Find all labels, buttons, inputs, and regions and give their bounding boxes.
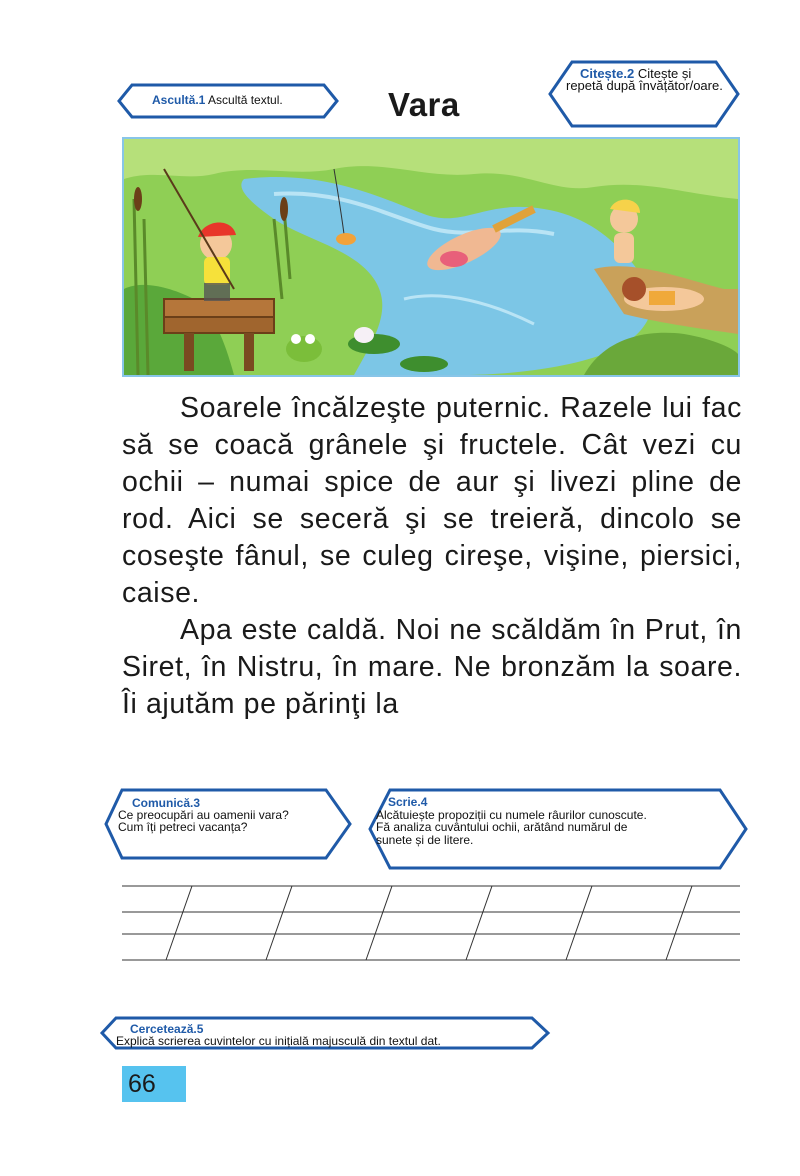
write-badge-heading: Scrie.4 <box>388 795 428 809</box>
listen-badge-text: Ascultă textul. <box>208 93 283 107</box>
communicate-badge <box>104 788 352 860</box>
communicate-badge-heading: Comunică.3 <box>132 796 201 810</box>
story-text <box>122 390 742 723</box>
read-badge-heading: Citește.2 <box>580 66 635 81</box>
listen-badge-heading: Ascultă.1 <box>152 93 206 107</box>
communicate-badge-line-1: Ce preocupări au oamenii vara? <box>118 808 289 822</box>
write-badge <box>368 788 748 870</box>
write-badge-line-3: sunete și de litere. <box>376 832 474 847</box>
communicate-badge-line-2: Cum îți petreci vacanța? <box>118 820 248 834</box>
page-number: 66 <box>122 1066 186 1102</box>
story-paragraph-2: Apa este caldă. Noi ne scăldăm în Prut, în Siret, în Nistru, în mare. Ne bronzăm la soare. Îi ajutăm pe părinţi la <box>122 614 742 720</box>
summer-river-illustration <box>122 137 740 377</box>
page-title: Vara <box>388 86 460 123</box>
read-badge-text: Citește și repetă după învățător/oare. <box>566 66 723 93</box>
write-badge-line-1: Alcătuiește propoziții cu numele râurilor cunoscute. <box>376 807 647 822</box>
research-badge <box>100 1016 550 1050</box>
story-paragraph-1: Soarele încălzeşte puternic. Razele lui fac să se coacă grânele şi fructele. Cât vezi cu ochii – numai spice de aur şi livezi pline de rod. Aici se seceră şi se treieră, dincolo se coseşte fânul, se culeg cireşe, vişine, piersici, caise. <box>122 392 742 609</box>
write-badge-line-2: Fă analiza cuvântului ochii, arătând numărul de <box>376 820 628 834</box>
illustration-art <box>124 139 738 375</box>
read-badge <box>548 60 740 128</box>
handwriting-grid <box>122 884 740 964</box>
research-badge-heading: Cercetează.5 <box>130 1022 204 1036</box>
handwriting-lines <box>122 884 740 964</box>
listen-badge <box>118 84 338 118</box>
research-badge-text: Explică scrierea cuvintelor cu inițială majusculă din textul dat. <box>116 1034 441 1048</box>
